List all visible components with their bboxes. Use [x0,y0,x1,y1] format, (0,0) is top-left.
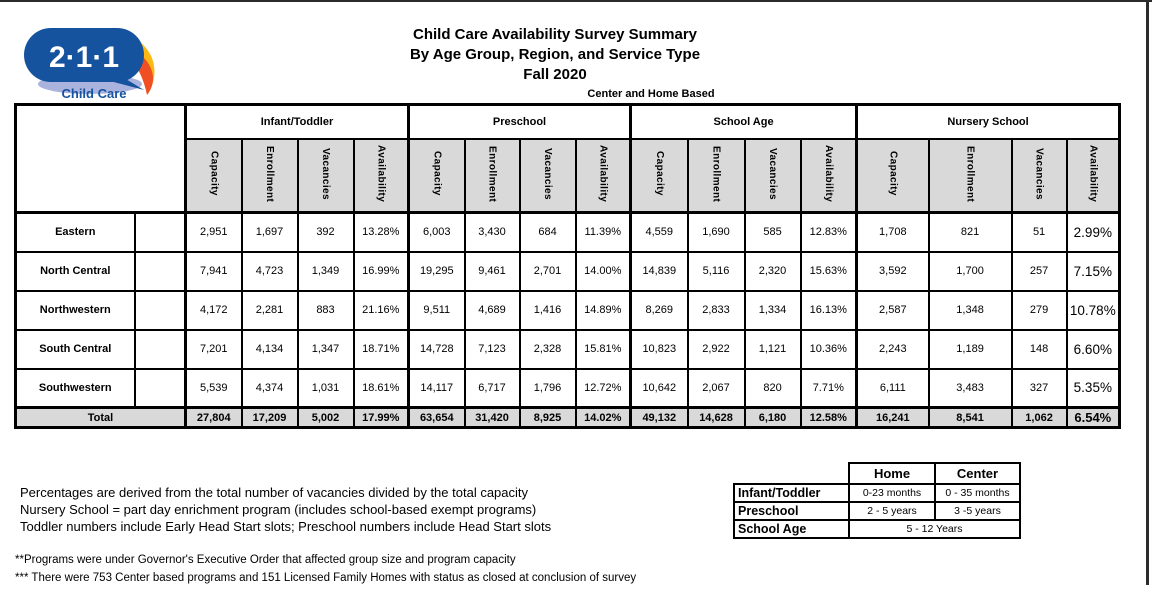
region-row-south-central [16,330,1120,369]
data-cell: 14,117 [409,369,465,408]
legend-corner-cell [734,463,849,484]
data-cell: 17.99% [354,408,409,428]
vertical-label: Capacity [208,151,220,197]
data-cell: 15.81% [576,330,631,369]
data-cell: 14.00% [576,252,631,291]
data-cell: 821 [929,213,1012,252]
group-header-preschool: Preschool [409,105,631,139]
data-cell: 883 [298,291,354,330]
data-cell: 2,243 [857,330,929,369]
data-cell: 2,701 [520,252,576,291]
data-cell: 148 [1012,330,1067,369]
col-header-infant-toddler-capacity [186,139,242,213]
data-cell: 17,209 [242,408,298,428]
col-header-nursery-school-enrollment [929,139,1012,213]
vertical-label: Capacity [653,151,665,197]
data-cell: 1,062 [1012,408,1067,428]
legend-row-preschool [734,502,1020,520]
vertical-label: Capacity [887,151,899,197]
data-cell: 14.02% [576,408,631,428]
vertical-label: Availability [1087,145,1099,203]
data-cell: 1,348 [929,291,1012,330]
summary-table [14,103,1121,429]
data-cell: 2.99% [1067,213,1120,252]
summary-table-container [14,103,1121,429]
data-cell: 49,132 [631,408,688,428]
data-cell: 1,708 [857,213,929,252]
vertical-label: Enrollment [486,145,498,202]
col-header-infant-toddler-vacancies [298,139,354,213]
data-cell: 2,328 [520,330,576,369]
data-cell: 3,483 [929,369,1012,408]
data-cell: 392 [298,213,354,252]
data-cell: 12.83% [801,213,857,252]
data-cell: 327 [1012,369,1067,408]
data-cell: 2,067 [688,369,745,408]
data-cell: 7.71% [801,369,857,408]
vertical-label: Vacancies [320,147,331,200]
note-line-2: Nursery School = part day enrichment program (includes school-based exempt programs) [20,502,537,517]
legend-col-center: Center [935,463,1020,484]
data-cell: 51 [1012,213,1067,252]
data-cell: 8,269 [631,291,688,330]
footnote-line-2: *** There were 753 Center based programs and 151 Licensed Family Homes with status as closed at conclusion of survey [15,572,637,584]
data-cell: 8,925 [520,408,576,428]
data-cell: 4,134 [242,330,298,369]
legend-label-preschool: Preschool [734,502,849,520]
data-cell: 10,823 [631,330,688,369]
data-cell: 2,951 [186,213,242,252]
legend-row-infant-toddler [734,484,1020,502]
legend-value-home: 0-23 months [849,484,935,502]
region-row-southwestern [16,369,1120,408]
vertical-label: Enrollment [964,145,976,202]
data-cell: 5,002 [298,408,354,428]
vertical-label: Availability [597,145,609,203]
data-cell: 1,189 [929,330,1012,369]
legend-value-center: 0 - 35 months [935,484,1020,502]
col-header-school-age-availability [801,139,857,213]
col-header-nursery-school-availability [1067,139,1120,213]
data-cell: 4,723 [242,252,298,291]
data-cell: 6,003 [409,213,465,252]
211-child-care-logo [18,22,170,104]
title-line-2: By Age Group, Region, and Service Type [409,46,701,63]
data-cell: 7.15% [1067,252,1120,291]
data-cell: 21.16% [354,291,409,330]
data-cell: 63,654 [409,408,465,428]
data-cell: 4,689 [465,291,520,330]
data-cell: 1,121 [745,330,801,369]
logo-caption: Child Care [61,86,127,101]
region-label: South Central [16,330,135,369]
data-cell: 4,374 [242,369,298,408]
data-cell: 14,728 [409,330,465,369]
spacer-cell [135,291,186,330]
group-header-infant-toddler: Infant/Toddler [186,105,409,139]
spacer-cell [135,252,186,291]
spacer-cell [135,369,186,408]
legend-label-school-age: School Age [734,520,849,538]
data-cell: 10.78% [1067,291,1120,330]
data-cell: 1,334 [745,291,801,330]
col-header-nursery-school-capacity [857,139,929,213]
data-cell: 14,628 [688,408,745,428]
vertical-label: Vacancies [1033,147,1045,200]
data-cell: 1,697 [242,213,298,252]
legend-value-span: 5 - 12 Years [849,520,1020,538]
region-row-eastern [16,213,1120,252]
data-cell: 6,111 [857,369,929,408]
region-label: Eastern [16,213,135,252]
spacer-cell [135,213,186,252]
data-cell: 6,717 [465,369,520,408]
svg-text:2·1·1: 2·1·1 [48,41,120,74]
group-header-row [16,105,1120,139]
data-cell: 8,541 [929,408,1012,428]
page-border-top [0,0,1152,2]
legend-row-school-age [734,520,1020,538]
col-header-preschool-enrollment [465,139,520,213]
data-cell: 31,420 [465,408,520,428]
col-header-preschool-vacancies [520,139,576,213]
vertical-label: Enrollment [710,145,722,202]
data-cell: 13.28% [354,213,409,252]
data-cell: 5.35% [1067,369,1120,408]
data-cell: 7,123 [465,330,520,369]
vertical-label: Vacancies [767,147,779,200]
group-header-school-age: School Age [631,105,857,139]
col-header-school-age-capacity [631,139,688,213]
region-row-north-central [16,252,1120,291]
data-cell: 2,833 [688,291,745,330]
data-cell: 6.54% [1067,408,1120,428]
data-cell: 2,320 [745,252,801,291]
data-cell: 1,347 [298,330,354,369]
data-cell: 16.13% [801,291,857,330]
region-label: Northwestern [16,291,135,330]
data-cell: 14.89% [576,291,631,330]
note-line-1: Percentages are derived from the total number of vacancies divided by the total capacity [20,485,529,500]
data-cell: 10.36% [801,330,857,369]
data-cell: 1,700 [929,252,1012,291]
data-cell: 1,031 [298,369,354,408]
col-header-school-age-vacancies [745,139,801,213]
age-definitions-container [733,462,1021,539]
col-header-nursery-school-vacancies [1012,139,1067,213]
data-cell: 1,416 [520,291,576,330]
legend-col-home: Home [849,463,935,484]
data-cell: 14,839 [631,252,688,291]
spacer-cell [135,330,186,369]
data-cell: 2,587 [857,291,929,330]
data-cell: 3,430 [465,213,520,252]
col-header-school-age-enrollment [688,139,745,213]
data-cell: 2,281 [242,291,298,330]
data-cell: 9,511 [409,291,465,330]
corner-cell [16,105,186,213]
data-cell: 684 [520,213,576,252]
data-cell: 820 [745,369,801,408]
data-cell: 6.60% [1067,330,1120,369]
notes-block [20,484,551,535]
col-header-infant-toddler-availability [354,139,409,213]
region-row-northwestern [16,291,1120,330]
data-cell: 12.58% [801,408,857,428]
vertical-label: Availability [375,145,387,203]
data-cell: 5,539 [186,369,242,408]
col-header-infant-toddler-enrollment [242,139,298,213]
data-cell: 7,941 [186,252,242,291]
legend-value-center: 3 -5 years [935,502,1020,520]
age-definitions-table [733,462,1021,539]
group-header-nursery-school: Nursery School [857,105,1120,139]
legend-label-infant-toddler: Infant/Toddler [734,484,849,502]
vertical-label: Vacancies [542,147,554,200]
data-cell: 11.39% [576,213,631,252]
data-cell: 12.72% [576,369,631,408]
note-line-3: Toddler numbers include Early Head Start slots; Preschool numbers include Head Start slots [20,519,552,534]
data-cell: 1,349 [298,252,354,291]
vertical-label: Availability [822,145,834,203]
data-cell: 4,559 [631,213,688,252]
footnote-line-1: **Programs were under Governor's Executive Order that affected group size and program capacity [15,554,516,566]
data-cell: 1,690 [688,213,745,252]
title-line-3: Fall 2020 [523,66,587,83]
data-cell: 3,592 [857,252,929,291]
data-cell: 1,796 [520,369,576,408]
data-cell: 9,461 [465,252,520,291]
data-cell: 5,116 [688,252,745,291]
col-header-preschool-capacity [409,139,465,213]
data-cell: 10,642 [631,369,688,408]
data-cell: 257 [1012,252,1067,291]
page-title [255,25,855,85]
data-cell: 19,295 [409,252,465,291]
data-cell: 18.71% [354,330,409,369]
legend-header-row [734,463,1020,484]
data-cell: 16,241 [857,408,929,428]
legend-value-home: 2 - 5 years [849,502,935,520]
region-label: North Central [16,252,135,291]
data-cell: 6,180 [745,408,801,428]
data-cell: 7,201 [186,330,242,369]
title-line-1: Child Care Availability Survey Summary [413,26,697,43]
data-cell: 27,804 [186,408,242,428]
vertical-label: Enrollment [264,145,275,202]
page-border-right [1146,0,1149,585]
data-cell: 18.61% [354,369,409,408]
col-header-preschool-availability [576,139,631,213]
table-subtitle: Center and Home Based [587,88,715,100]
total-row [16,408,1120,428]
region-label: Southwestern [16,369,135,408]
data-cell: 279 [1012,291,1067,330]
vertical-label: Capacity [431,151,443,197]
data-cell: 16.99% [354,252,409,291]
data-cell: 585 [745,213,801,252]
footnotes-block [15,551,636,587]
total-label: Total [16,408,186,428]
data-cell: 15.63% [801,252,857,291]
data-cell: 2,922 [688,330,745,369]
data-cell: 4,172 [186,291,242,330]
